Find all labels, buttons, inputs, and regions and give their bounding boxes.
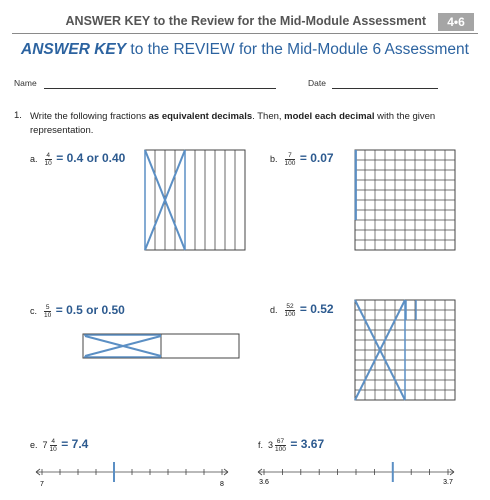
part-a-tenths-model xyxy=(145,150,245,250)
part-f-answer: = 3.67 xyxy=(290,437,325,451)
date-label: Date xyxy=(308,78,326,88)
part-b-num: 7 xyxy=(285,152,296,160)
part-f-label: f. xyxy=(258,440,264,450)
part-f-number-line xyxy=(252,460,462,490)
title-rest: to the REVIEW for the Mid-Module 6 Assessment xyxy=(126,41,469,58)
part-e-end-tick: 8 xyxy=(220,481,224,488)
part-b-fraction xyxy=(285,152,296,167)
part-a-answer: = 0.4 or 0.40 xyxy=(56,151,126,165)
part-e xyxy=(30,437,88,453)
page-header xyxy=(0,12,490,34)
part-f-fraction xyxy=(275,438,286,453)
part-a-label: a. xyxy=(30,154,38,164)
part-e-den: 10 xyxy=(49,446,57,454)
part-c-num: 5 xyxy=(45,304,50,312)
title-bold: ANSWER KEY xyxy=(21,41,127,58)
module-badge: 4•6 xyxy=(438,13,474,31)
part-d-den: 100 xyxy=(284,311,296,319)
part-f-num: 67 xyxy=(276,438,285,446)
part-f xyxy=(258,437,324,453)
part-a-num: 4 xyxy=(46,152,50,160)
part-e-start-tick: 7 xyxy=(40,481,44,488)
part-f-start-tick: 3.6 xyxy=(259,479,269,486)
part-c-tape-model xyxy=(83,334,239,358)
part-d-num: 52 xyxy=(286,303,294,311)
part-e-label: e. xyxy=(30,440,38,450)
part-d-label: d. xyxy=(270,305,278,315)
part-f-den: 100 xyxy=(275,446,286,454)
part-c xyxy=(30,303,125,319)
part-c-label: c. xyxy=(30,306,38,316)
header-text: ANSWER KEY to the Review for the Mid-Module Assessment xyxy=(60,14,432,28)
question-number: 1. xyxy=(14,110,22,121)
date-field-line[interactable] xyxy=(332,88,438,89)
part-e-answer: = 7.4 xyxy=(61,437,89,451)
header-rule xyxy=(12,33,478,34)
part-b-label: b. xyxy=(270,154,278,164)
part-a xyxy=(30,151,125,167)
part-e-fraction xyxy=(50,438,57,453)
part-b xyxy=(270,151,334,167)
part-b-hundredths-grid xyxy=(355,150,455,250)
part-a-fraction xyxy=(45,152,52,167)
part-c-den: 10 xyxy=(44,312,52,320)
question-bold-1: as equivalent decimals xyxy=(148,111,253,122)
part-b-answer: = 0.07 xyxy=(299,151,334,165)
part-a-den: 10 xyxy=(44,160,52,168)
question-bold-2: model each decimal xyxy=(284,111,375,122)
part-f-end-tick: 3.7 xyxy=(443,479,453,486)
part-e-whole: 7 xyxy=(42,440,48,450)
question-text-1: Write the following fractions xyxy=(30,111,149,122)
question-text-2: . Then, xyxy=(252,111,285,122)
part-c-answer: = 0.5 or 0.50 xyxy=(55,303,125,317)
part-b-den: 100 xyxy=(284,160,296,168)
part-d xyxy=(270,302,334,318)
part-e-num: 4 xyxy=(51,438,55,446)
part-d-answer: = 0.52 xyxy=(299,302,334,316)
part-d-hundredths-grid xyxy=(355,300,455,400)
part-e-number-line xyxy=(30,460,240,490)
question-text xyxy=(30,110,470,138)
part-d-fraction xyxy=(285,303,296,318)
part-c-fraction xyxy=(44,304,51,319)
part-f-whole: 3 xyxy=(268,440,274,450)
page-title xyxy=(0,41,490,59)
name-label: Name xyxy=(14,78,37,88)
question-text-3: with the given representation. xyxy=(30,111,436,136)
name-field-line[interactable] xyxy=(44,88,276,89)
